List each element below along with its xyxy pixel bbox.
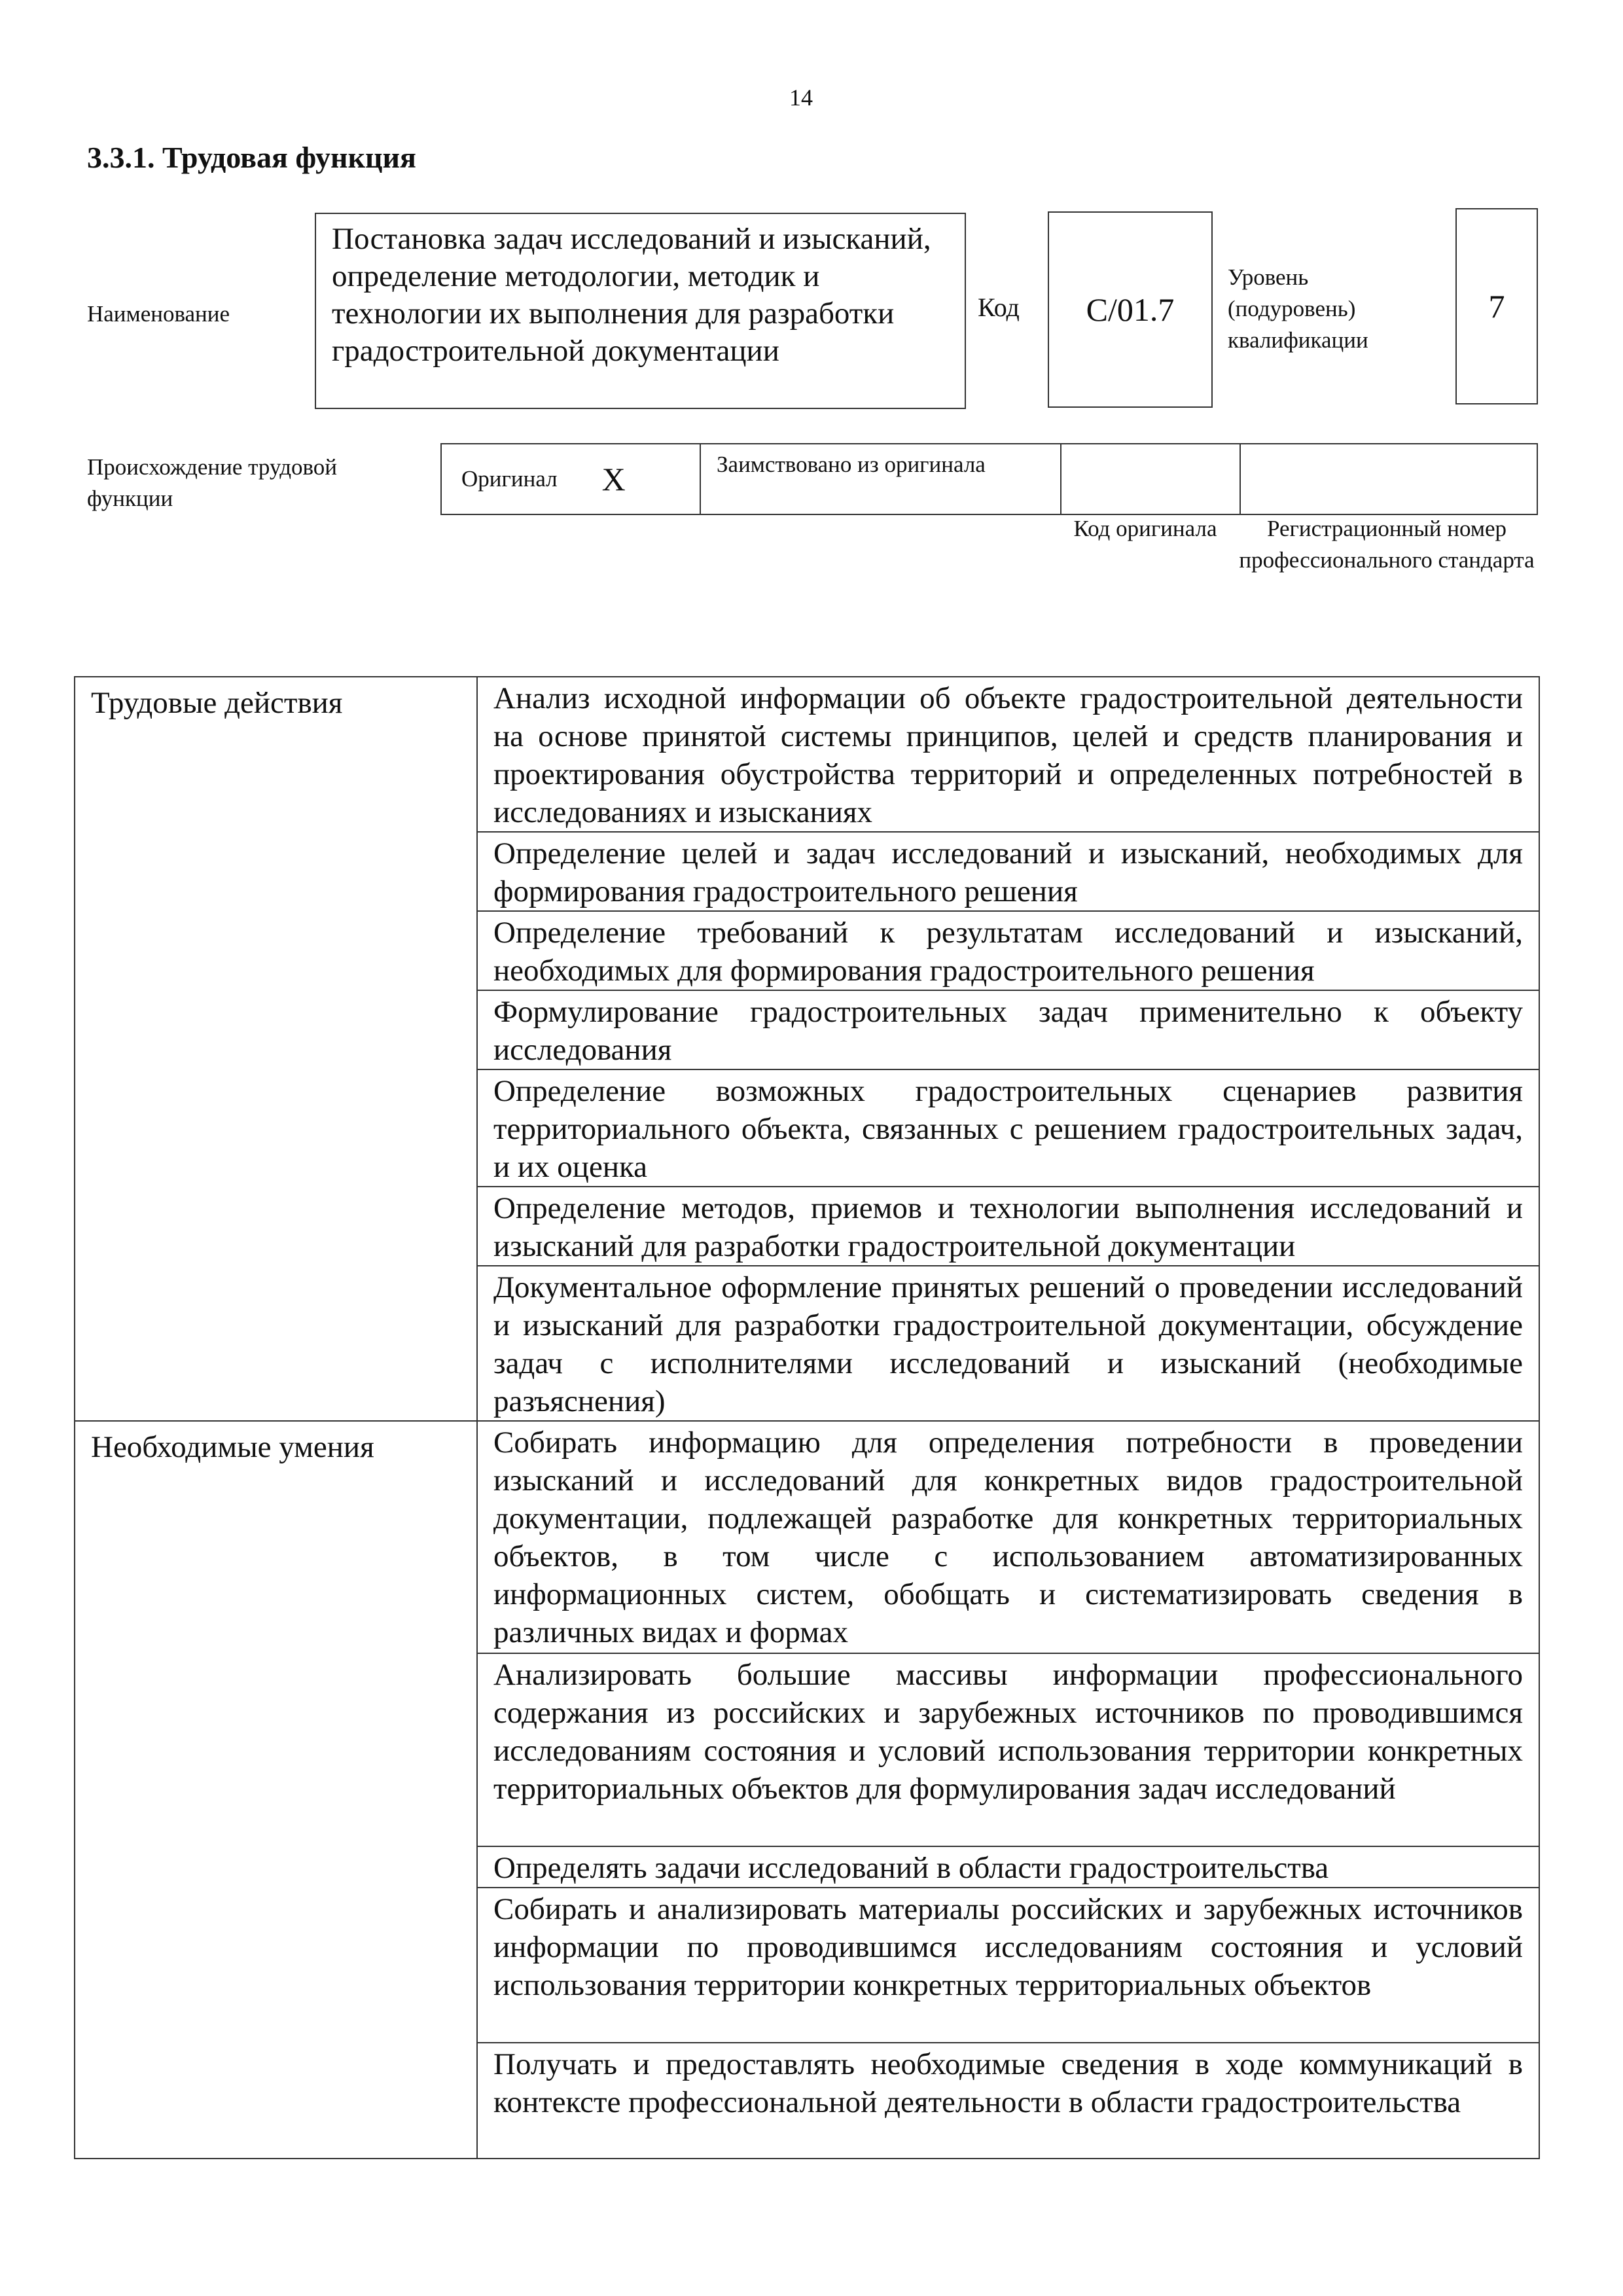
reg-number-cell <box>1240 444 1537 514</box>
origin-row <box>440 443 1538 515</box>
table-row <box>75 677 1539 832</box>
name-label: Наименование <box>87 301 230 327</box>
labor-action-item: Определение целей и задач исследований и изысканий, необходимых для формирования градостроительного решения <box>477 832 1539 911</box>
skill-item: Собирать информацию для определения потребности в проведении изысканий и исследований для конкретных видов градостроительной документации, подлежащей разработке для конкретных территориальных объектов, в том числе с использованием автоматизированных информационных систем, обобщать и систематизировать сведения в различных видах и формах <box>477 1421 1539 1653</box>
original-code-caption: Код оригинала <box>1073 516 1217 541</box>
labor-actions-label: Трудовые действия <box>75 677 477 1421</box>
function-table <box>74 676 1540 2159</box>
page-number: 14 <box>789 84 813 111</box>
skill-item: Анализировать большие массивы информации профессионального содержания из российских и зарубежных источников по проводившимся исследованиям состояния и условий использования территории конкретных территориальных объектов для формулирования задач исследований <box>477 1653 1539 1846</box>
function-name-box: Постановка задач исследований и изысканий, определение методологии, методик и технологии их выполнения для разработки градостроительной документации <box>315 213 966 409</box>
origin-label: Происхождение трудовой функции <box>87 454 338 511</box>
skill-item: Собирать и анализировать материалы российских и зарубежных источников информации по проводившимся исследованиям состояния и условий использования территории конкретных территориальных объектов <box>477 1888 1539 2043</box>
original-code-cell <box>1060 444 1240 514</box>
labor-action-item: Анализ исходной информации об объекте градостроительной деятельности на основе принятой системы принципов, целей и средств планирования и проектирования обустройства территорий и определенных потребностей в исследованиях и изысканиях <box>477 677 1539 832</box>
skill-item: Определять задачи исследований в области градостроительства <box>477 1846 1539 1888</box>
labor-action-item: Определение возможных градостроительных сценариев развития территориального объекта, связанных с решением градостроительных задач, и их оценка <box>477 1069 1539 1187</box>
borrowed-cell <box>700 444 1060 514</box>
labor-action-item: Формулирование градостроительных задач применительно к объекту исследования <box>477 990 1539 1069</box>
labor-action-item: Документальное оформление принятых решений о проведении исследований и изысканий для разработки градостроительной документации, обсуждение задач с исполнителями исследований и изысканий (необходимые разъяснения) <box>477 1266 1539 1421</box>
labor-action-item: Определение требований к результатам исследований и изысканий, необходимых для формирования градостроительного решения <box>477 911 1539 990</box>
original-label: Оригинал <box>461 466 558 492</box>
required-skills-label: Необходимые умения <box>75 1421 477 2159</box>
section-title: 3.3.1. Трудовая функция <box>87 141 416 174</box>
code-box <box>1048 211 1213 408</box>
skill-item: Получать и предоставлять необходимые сведения в ходе коммуникаций в контексте профессиональной деятельности в области градостроительства <box>477 2043 1539 2159</box>
reg-number-caption: Регистрационный номер профессионального стандарта <box>1239 516 1535 573</box>
level-value: 7 <box>1488 288 1505 325</box>
borrowed-label: Заимствовано из оригинала <box>717 452 986 477</box>
table-row <box>75 1421 1539 1653</box>
original-mark: X <box>601 461 626 497</box>
level-label: Уровень (подуровень) квалификации <box>1228 264 1368 353</box>
labor-action-item: Определение методов, приемов и технологии выполнения исследований и изысканий для разработки градостроительной документации <box>477 1187 1539 1266</box>
code-label: Код <box>978 293 1020 322</box>
original-cell <box>442 444 700 514</box>
code-value: C/01.7 <box>1086 291 1175 328</box>
level-box <box>1455 208 1538 404</box>
